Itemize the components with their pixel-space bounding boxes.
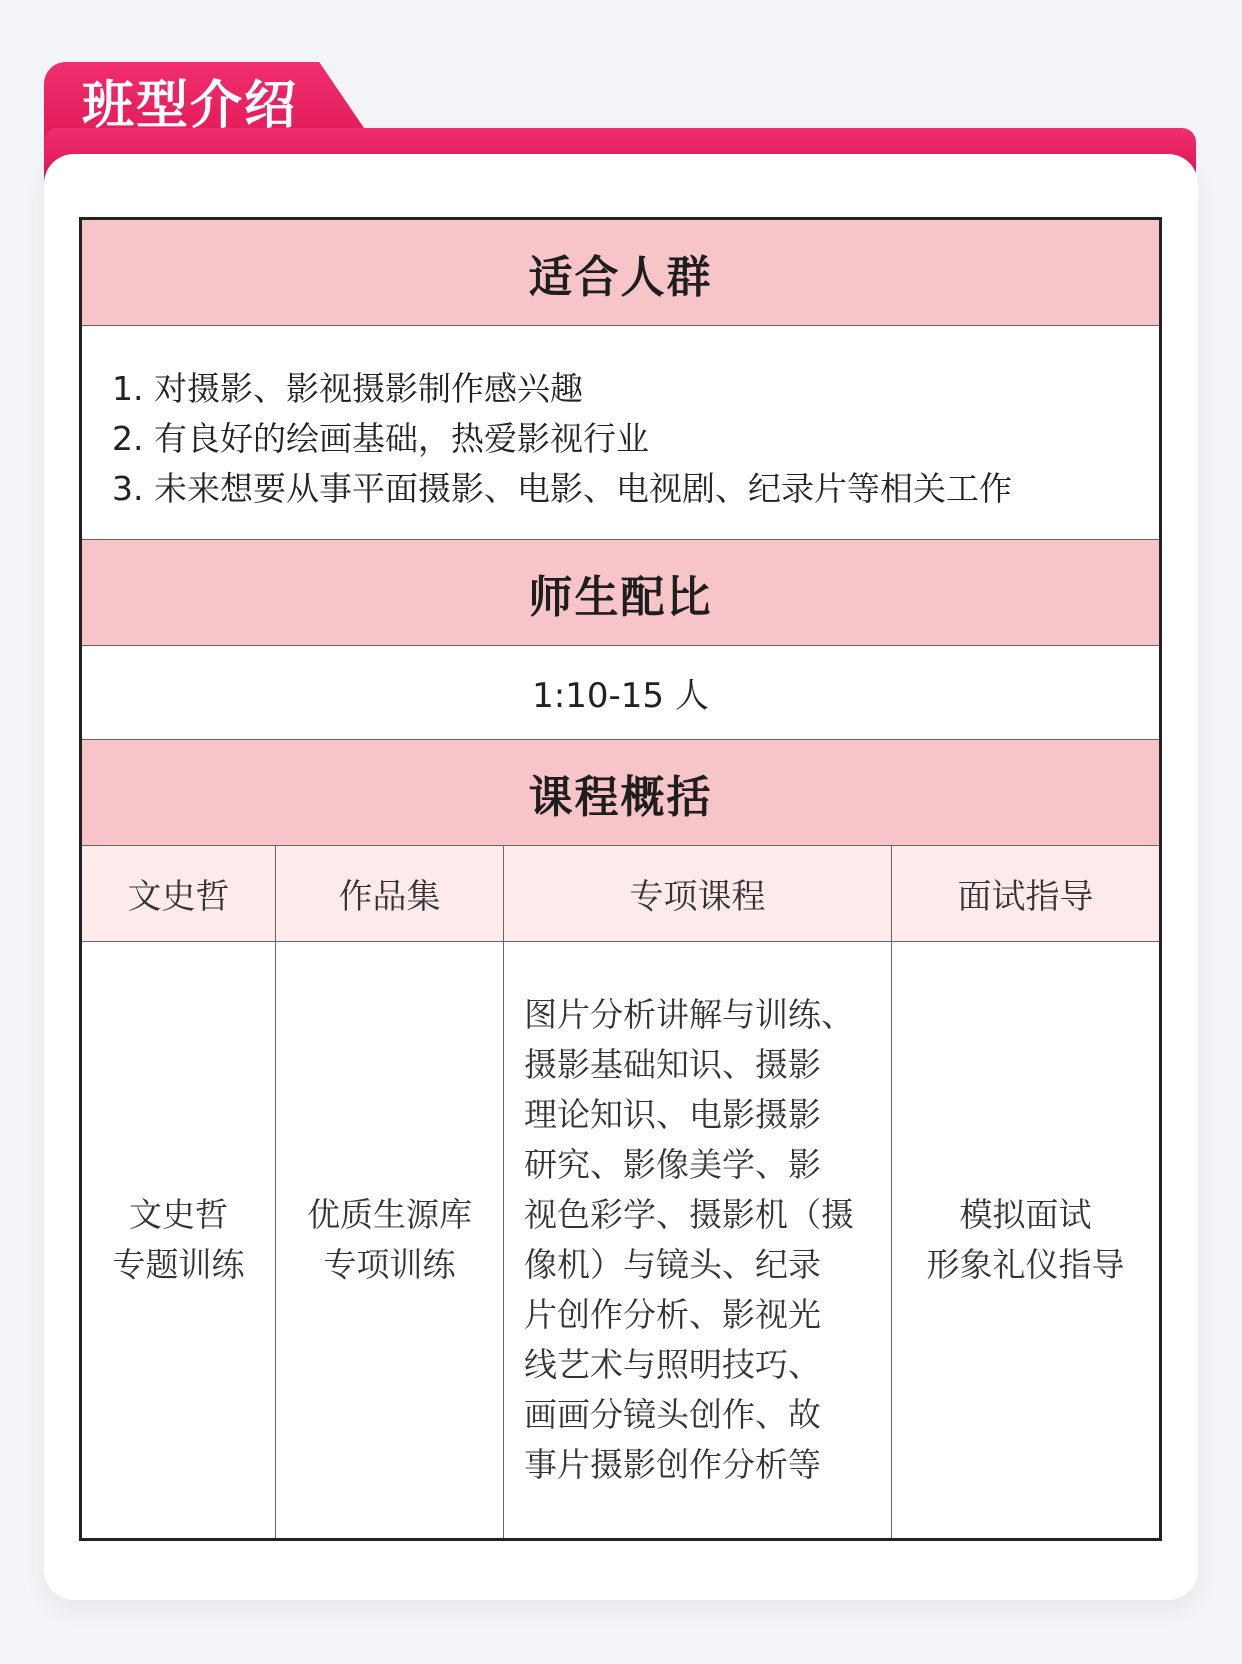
cell-line: 模拟面试 (959, 1195, 1092, 1234)
audience-item: 2. 有良好的绘画基础，热爱影视行业 (112, 419, 649, 458)
column-header-portfolio: 作品集 (276, 846, 504, 942)
audience-item: 1. 对摄影、影视摄影制作感兴趣 (112, 369, 583, 408)
table-cell-special-courses (504, 942, 892, 1538)
column-header-humanities: 文史哲 (82, 846, 276, 942)
audience-list (82, 326, 1159, 540)
cell-line: 专项训练 (323, 1245, 456, 1284)
class-info-table (79, 217, 1162, 1541)
section-header-course: 课程概括 (82, 740, 1159, 846)
cell-line: 图片分析讲解与训练、 (524, 995, 854, 1034)
section-header-ratio: 师生配比 (82, 540, 1159, 646)
cell-line: 专题训练 (112, 1245, 245, 1284)
cell-line: 线艺术与照明技巧、 (524, 1345, 821, 1384)
table-cell-humanities (82, 942, 276, 1538)
cell-line: 优质生源库 (307, 1195, 472, 1234)
cell-line: 画画分镜头创作、故 (524, 1395, 821, 1434)
audience-item: 3. 未来想要从事平面摄影、电影、电视剧、纪录片等相关工作 (112, 469, 1012, 508)
cell-line: 视色彩学、摄影机（摄 (524, 1195, 854, 1234)
section-header-audience: 适合人群 (82, 220, 1159, 326)
cell-line: 理论知识、电影摄影 (524, 1095, 821, 1134)
cell-line: 像机）与镜头、纪录 (524, 1245, 821, 1284)
table-cell-interview (892, 942, 1159, 1538)
cell-line: 片创作分析、影视光 (524, 1295, 821, 1334)
ratio-value: 1:10-15 人 (82, 646, 1159, 740)
cell-line: 形象礼仪指导 (926, 1245, 1125, 1284)
cell-line: 文史哲 (129, 1195, 228, 1234)
cell-line: 事片摄影创作分析等 (524, 1445, 821, 1484)
cell-line: 摄影基础知识、摄影 (524, 1045, 821, 1084)
header-tab-title: 班型介绍 (82, 76, 299, 136)
cell-line: 研究、影像美学、影 (524, 1145, 821, 1184)
column-header-special-courses: 专项课程 (504, 846, 892, 942)
table-cell-portfolio (276, 942, 504, 1538)
column-header-interview: 面试指导 (892, 846, 1159, 942)
